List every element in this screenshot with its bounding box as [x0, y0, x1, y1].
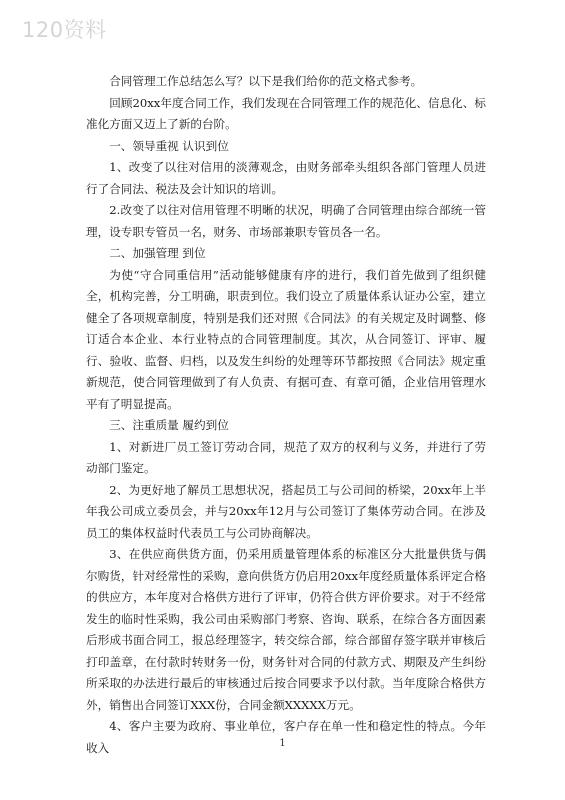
paragraph-review: 回顾20xx年度合同工作，我们发现在合同管理工作的规范化、信息化、标准化方面又迈上了新的台阶。 [86, 95, 486, 131]
paragraph-2-1: 为使“守合同重信用”活动能够健康有序的进行，我们首先做到了组织健全，机构完善，分工明确，职责到位。我们设立了质量体系认证办公室，建立健全了各项规章制度，特别是我们还对照《合同法》的有关规定及时调整、修订适合本企业、本行业特点的合同管理制度。其次，从合同签订、评审、履行、验收、监督、归档，以及发生纠纷的处理等环节都按照《合同法》规定重新规范，使合同管理做到了有人负责、有据可查、有章可循，企业信用管理水平有了明显提高。 [86, 267, 486, 411]
paragraph-intro: 合同管理工作总结怎么写？以下是我们给你的范文格式参考。 [109, 74, 423, 88]
paragraph-3-3: 3、在供应商供货方面，仍采用质量管理体系的标准区分大批量供货与偶尔购货，针对经常性的采购，意向供货方仍启用20xx年度经质量体系评定合格的供应方，本年度对合格供方进行了评审，仍符合供方评价要求。对于不经常发生的临时性采购，我公司由采购部门考察、咨询、联系，在综合各方面因素后形成书面合同工，报总经理签字，转交综合部，综合部留存签字联并审核后打印盖章，在付款时转财务一份，财务针对合同的付款方式、期限及产生纠纷所采取的办法进行最后的审核通过后按合同要求予以付款。当年度除合格供方外，销售出合同签订XXX份，合同金额XXXXX万元。 [86, 547, 486, 712]
paragraph-3-4: 4、客户主要为政府、事业单位，客户存在单一性和稳定性的特点。今年收入 [86, 719, 486, 755]
section-heading-2: 二、加强管理 到位 [109, 246, 206, 260]
paragraph-1-1: 1、改变了以往对信用的淡薄观念，由财务部牵头组织各部门管理人员进行了合同法、税法及会计知识的培训。 [86, 160, 486, 196]
watermark-logo-text: 120资料 [22, 18, 107, 42]
page-number: 1 [279, 738, 286, 749]
section-heading-1: 一、领导重视 认识到位 [109, 138, 229, 153]
paragraph-1-2: 2.改变了以往对信用管理不明晰的状况，明确了合同管理由综合部统一管理，设专职专管员一名，财务、市场部兼职专管员各一名。 [86, 203, 486, 239]
paragraph-3-1: 1、对新进厂员工签订劳动合同，规范了双方的权利与义务，并进行了劳动部门鉴定。 [86, 439, 486, 475]
section-heading-3: 三、注重质量 履约到位 [109, 418, 229, 432]
document-body [86, 71, 486, 759]
paragraph-3-2: 2、为更好地了解员工思想状况，搭起员工与公司间的桥梁，20xx年上半年我公司成立委员会，并与20xx年12月与公司签订了集体劳动合同。在涉及员工的集体权益时代表员工与公司协商解决。 [86, 482, 486, 540]
